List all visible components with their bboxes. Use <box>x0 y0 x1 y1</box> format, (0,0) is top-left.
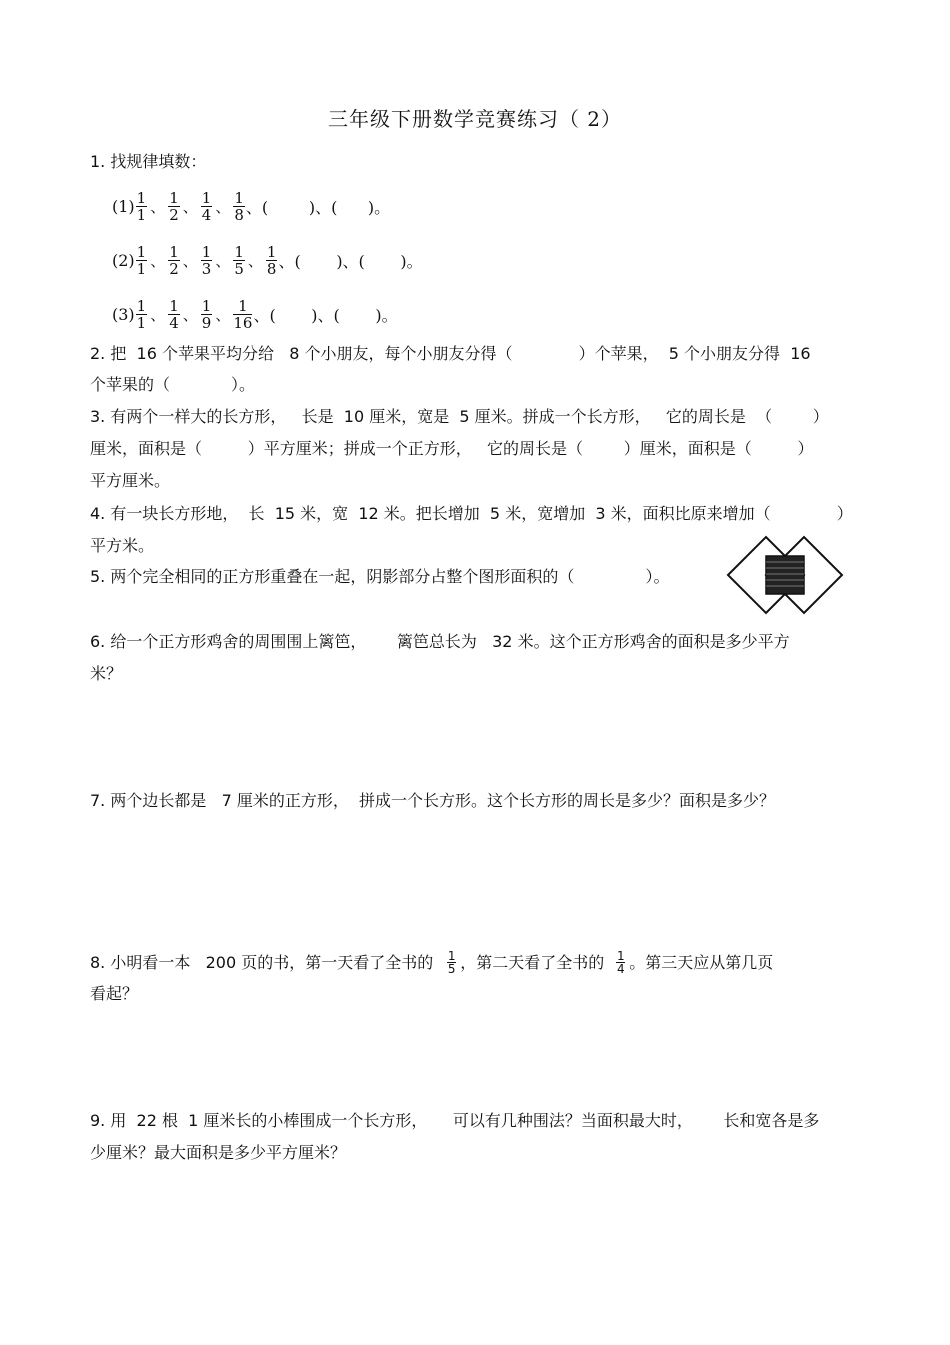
q8-text-1: 8. 小明看一本 200 页的书，第一天看了全书的 <box>90 952 434 972</box>
q1-row-1-label: (1) <box>112 197 135 216</box>
q4-line-2: 平方米。 <box>90 536 155 555</box>
q1-row-2-blanks: 、( )、( )。 <box>278 252 423 271</box>
q3-line-2: 厘米，面积是（ ）平方厘米；拼成一个正方形， 它的周长是（ ）厘米，面积是（ ） <box>90 439 814 458</box>
q1-row-1-fraction: $\frac{1}{1}$ <box>136 189 147 224</box>
q5-line-1: 5. 两个完全相同的正方形重叠在一起，阴影部分占整个图形面积的（ ）。 <box>90 567 670 586</box>
q3-line-1: 3. 有两个一样大的长方形， 长是 10 厘米，宽是 5 厘米。拼成一个长方形， 它的周长是 （ ） <box>90 407 829 426</box>
q1-row-3-fraction: $\frac{1}{9}$ <box>201 297 212 332</box>
q6-line-2: 米？ <box>90 664 123 683</box>
q1-row-3-label: (3) <box>112 305 135 324</box>
q1-row-1: (1) $\frac{1}{1}$ 、 $\frac{1}{2}$ 、 $\frac{1}{4}$ 、 $\frac{1}{8}$ 、( )、( )。 <box>112 189 391 224</box>
q1-row-3-fraction: $\frac{1}{4}$ <box>169 297 179 332</box>
q1-row-1-blanks: 、( )、( )。 <box>245 198 391 217</box>
q7-line-1: 7. 两个边长都是 7 厘米的正方形， 拼成一个长方形。这个长方形的周长是多少？面积是多少？ <box>90 791 776 810</box>
q3-line-3: 平方厘米。 <box>90 471 171 490</box>
q1-row-1-fraction: $\frac{1}{8}$ <box>234 189 244 224</box>
q1-heading: 1. 找规律填数： <box>90 152 207 171</box>
q6-line-1: 6. 给一个正方形鸡舍的周围围上篱笆， 篱笆总长为 32 米。这个正方形鸡舍的面积是多少平方 <box>90 632 790 651</box>
q9-line-2: 少厘米？最大面积是多少平方厘米？ <box>90 1143 347 1162</box>
q8-line-2: 看起？ <box>90 984 139 1003</box>
q1-row-2-label: (2) <box>112 251 135 270</box>
page-title: 三年级下册数学竞赛练习（ 2） <box>327 107 623 131</box>
q1-row-1-fraction: $\frac{1}{4}$ <box>201 189 212 224</box>
q1-row-3-fraction: $\frac{1}{16}$ <box>233 297 253 332</box>
q2-line-1: 2. 把 16 个苹果平均分给 8 个小朋友，每个小朋友分得（ ）个苹果， 5 个小朋友分得 16 <box>90 344 811 363</box>
q8-fraction-2: $\frac{1}{4}$ <box>616 949 625 976</box>
q1-row-3: (3) $\frac{1}{1}$ 、 $\frac{1}{4}$ 、 $\frac{1}{9}$ 、 $\frac{1}{16}$ 、( )、( )。 <box>112 297 398 332</box>
q1-row-3-blanks: 、( )、( )。 <box>253 306 398 325</box>
overlapping-squares-figure <box>726 534 846 616</box>
q9-line-1: 9. 用 22 根 1 厘米长的小棒围成一个长方形， 可以有几种围法？当面积最大时， 长和宽各是多 <box>90 1111 820 1130</box>
q1-row-1-fraction: $\frac{1}{2}$ <box>169 189 179 224</box>
q1-row-2-fraction: $\frac{1}{1}$ <box>136 243 147 278</box>
q1-row-2-fraction: $\frac{1}{3}$ <box>201 243 212 278</box>
q1-row-2-fraction: $\frac{1}{5}$ <box>234 243 244 278</box>
q1-row-2: (2) $\frac{1}{1}$ 、 $\frac{1}{2}$ 、 $\frac{1}{3}$ 、 $\frac{1}{5}$ 、 $\frac{1}{8}$ 、( )、( )。 <box>112 243 423 278</box>
q1-row-3-fraction: $\frac{1}{1}$ <box>136 297 147 332</box>
q8-text-2: ，第二天看了全书的 <box>460 952 605 972</box>
q1-row-2-fraction: $\frac{1}{8}$ <box>266 243 277 278</box>
q8-fraction-1: $\frac{1}{5}$ <box>447 949 456 976</box>
q2-line-2: 个苹果的（ ）。 <box>90 375 256 394</box>
q1-row-2-fraction: $\frac{1}{2}$ <box>169 243 179 278</box>
q8-line-1 <box>90 950 773 975</box>
q4-line-1: 4. 有一块长方形地， 长 15 米，宽 12 米。把长增加 5 米，宽增加 3 米，面积比原来增加（ ） <box>90 504 853 523</box>
q8-text-3: 。第三天应从第几页 <box>629 952 774 972</box>
